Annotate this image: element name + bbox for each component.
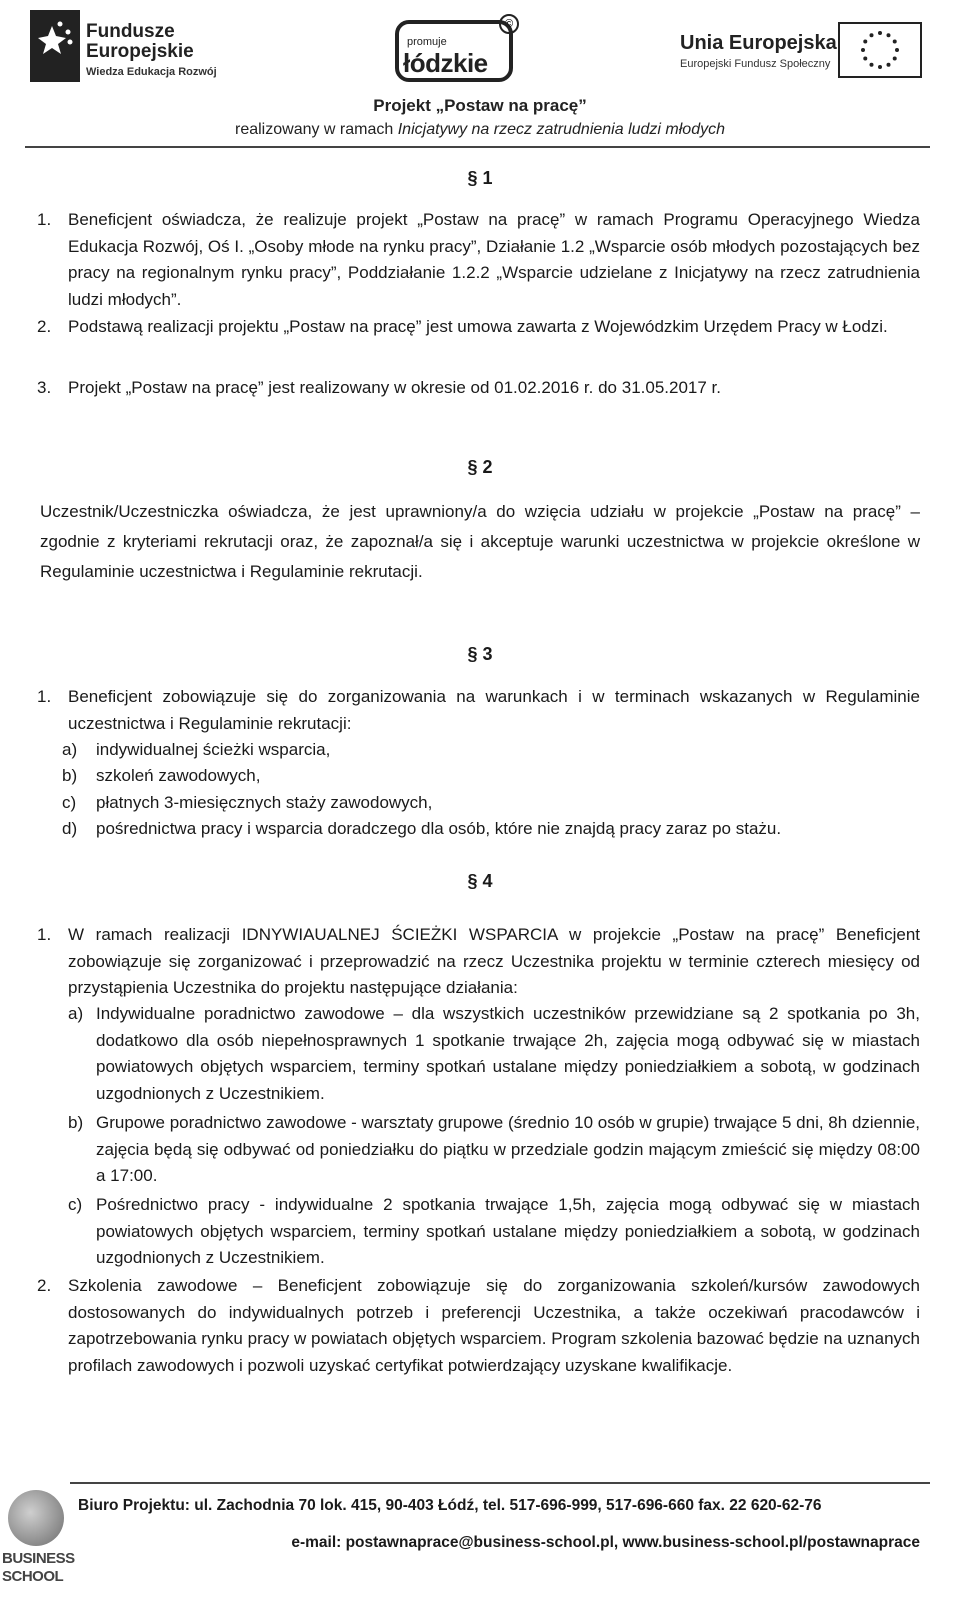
eu-star-icon — [870, 33, 874, 37]
eu-star-icon — [893, 40, 897, 44]
s1-item-1-text: Beneficjent oświadcza, że realizuje projekt „Postaw na pracę” w ramach Programu Operacyjnego Wiedza Edukacja Rozwój, Oś I. „Osoby młode na rynku pracy”, Działanie 1.2 „Wsparcie osób młodych pozostających bez pracy na regionalnym rynku pracy”, Poddziałanie 1.2.2 „Wsparcie udzielane z Inicjatywy na rzecz zatrudnienia ludzi młodych”. — [68, 210, 920, 309]
project-subtitle-prefix: realizowany w ramach — [235, 121, 398, 138]
s1-item-3-number: 3. — [37, 378, 52, 397]
eu-star-icon — [863, 57, 867, 61]
eu-star-icon — [887, 33, 891, 37]
s2-text: Uczestnik/Uczestniczka oświadcza, że jest uprawniony/a do wzięcia udziału w projekcie „Postaw na pracę” – zgodnie z kryteriami rekrutacji oraz, że zapoznał/a się i akceptuje warunki uczestnictwa w projekcie określone w Regulaminie uczestnictwa i Regulaminie rekrutacji. — [40, 502, 920, 581]
s3-list-item: szkoleń zawodowych, — [96, 766, 261, 785]
s4-item-1-number: 1. — [37, 925, 52, 944]
ue-logo-subtitle: Europejski Fundusz Społeczny — [680, 58, 831, 70]
business-school-logo — [0, 1486, 75, 1611]
s3-list-item: indywidualnej ścieżki wsparcia, — [96, 740, 331, 759]
fe-logo-name: Fundusze Europejskie — [86, 21, 194, 62]
s3-list-item: pośrednictwa pracy i wsparcia doradczego dla osób, które nie znajdą pracy zaraz po stażu. — [96, 819, 782, 838]
footer-divider — [70, 1482, 930, 1484]
fe-star-icon — [30, 10, 82, 82]
unia-europejska-logo — [680, 18, 930, 84]
s4-item-2-number: 2. — [37, 1276, 52, 1295]
eu-star-icon — [863, 40, 867, 44]
s3-list-label: a) — [62, 740, 78, 759]
section-3-heading: § 3 — [467, 644, 493, 664]
eu-star-icon — [870, 63, 874, 67]
eu-star-icon — [887, 63, 891, 67]
eu-star-icon — [878, 31, 882, 35]
header-divider — [25, 146, 930, 148]
business-school-logo-text: BUSINESS SCHOOL — [2, 1550, 75, 1585]
s4-list-item: Indywidualne poradnictwo zawodowe – dla wszystkich uczestników przewidziane są 2 spotkania po 3h, dodatkowo dla osób niepełnosprawnych 1 spotkanie trwające 2h, zajęcia mogą odbywać się w miastach powiatowych objętych wsparciem, terminy spotkań ustalane między poniedziałkiem a sobotą, w godzinach uzgodnionych z Uczestnikiem. — [96, 1004, 920, 1103]
section-2-heading: § 2 — [467, 457, 493, 477]
footer-contact: e-mail: postawnaprace@business-school.pl, www.business-school.pl/postawnaprace — [291, 1534, 920, 1551]
header-logo-bar — [0, 0, 960, 92]
registered-icon: © — [499, 14, 519, 34]
globe-icon — [8, 1490, 64, 1546]
eu-star-icon — [861, 48, 865, 52]
s3-list-label: d) — [62, 819, 78, 838]
eu-star-icon — [893, 57, 897, 61]
s3-list-item: płatnych 3-miesięcznych staży zawodowych, — [96, 793, 433, 812]
eu-star-icon — [895, 48, 899, 52]
section-1-heading: § 1 — [467, 168, 493, 188]
s1-item-2-text: Podstawą realizacji projektu „Postaw na pracę” jest umowa zawarta z Wojewódzkim Urzędem Pracy w Łodzi. — [68, 317, 888, 336]
s3-list-label: b) — [62, 766, 78, 785]
s4-list-label: c) — [68, 1195, 83, 1214]
project-subtitle — [0, 121, 960, 139]
eu-star-icon — [878, 65, 882, 69]
ue-logo-name: Unia Europejska — [680, 32, 837, 54]
footer-address: Biuro Projektu: ul. Zachodnia 70 lok. 415, 90-403 Łódź, tel. 517-696-999, 517-696-660 fax. 22 620-62-76 — [78, 1497, 822, 1514]
s3-intro-text: Beneficjent zobowiązuje się do zorganizowania na warunkach i w terminach wskazanych w Regulaminie uczestnictwa i Regulaminie rekrutacji: — [68, 687, 920, 733]
s4-list-item: Pośrednictwo pracy - indywidualne 2 spotkania trwające 1,5h, zajęcia mogą odbywać się w miastach powiatowych objętych wsparciem, terminy spotkań ustalane między poniedziałkiem a sobotą, w godzinach uzgodnionych z Uczestnikiem. — [96, 1195, 920, 1267]
project-title: Projekt „Postaw na pracę” — [373, 96, 587, 115]
section-4-heading: § 4 — [467, 871, 493, 891]
s1-item-1-number: 1. — [37, 210, 52, 229]
project-subtitle-italic: Inicjatywy na rzecz zatrudnienia ludzi młodych — [397, 121, 725, 138]
s4-intro-text: W ramach realizacji IDNYWIAUALNEJ ŚCIEŻKI WSPARCIA w projekcie „Postaw na pracę” Beneficjent zobowiązuje się zorganizować i przeprowadzić na rzecz Uczestnika projektu w terminie czterech miesięcy od przystąpienia Uczestnika do projektu następujące działania: — [68, 925, 920, 997]
s4-list-label: b) — [68, 1113, 84, 1132]
s3-item-1-number: 1. — [37, 687, 52, 706]
lodz-logo-main: łódzkie — [403, 48, 488, 78]
fe-logo-subtitle: Wiedza Edukacja Rozwój — [86, 66, 217, 78]
eu-flag-icon — [838, 22, 922, 78]
s4-list-item: Grupowe poradnictwo zawodowe - warsztaty grupowe (średnio 10 osób w grupie) trwające 5 dni, 8h dziennie, zajęcia będą się odbywać od poniedziałku do piątku w przedziale godzin mającym zmieścić się między 08:00 a 17:00. — [96, 1113, 920, 1185]
s4-list-label: a) — [68, 1004, 84, 1023]
s1-item-2-number: 2. — [37, 317, 52, 336]
lodz-logo-top: promuje — [407, 36, 447, 48]
s3-list-label: c) — [62, 793, 77, 812]
s1-item-3-text: Projekt „Postaw na pracę” jest realizowany w okresie od 01.02.2016 r. do 31.05.2017 r. — [68, 378, 721, 397]
s4-item-2-text: Szkolenia zawodowe – Beneficjent zobowiązuje się do zorganizowania szkoleń/kursów zawodowych dostosowanych do indywidualnych potrzeb i preferencji Uczestnika, a także oczekiwań pracodawców i zapotrzebowania rynku pracy w powiatach objętych wsparciem. Program szkolenia bazować będzie na uznanych profilach zawodowych i pozwoli uzyskać certyfikat potwierdzający uzyskane kwalifikacje. — [68, 1276, 920, 1375]
fundusze-europejskie-logo — [30, 10, 250, 84]
promuje-lodzkie-logo — [395, 14, 525, 86]
